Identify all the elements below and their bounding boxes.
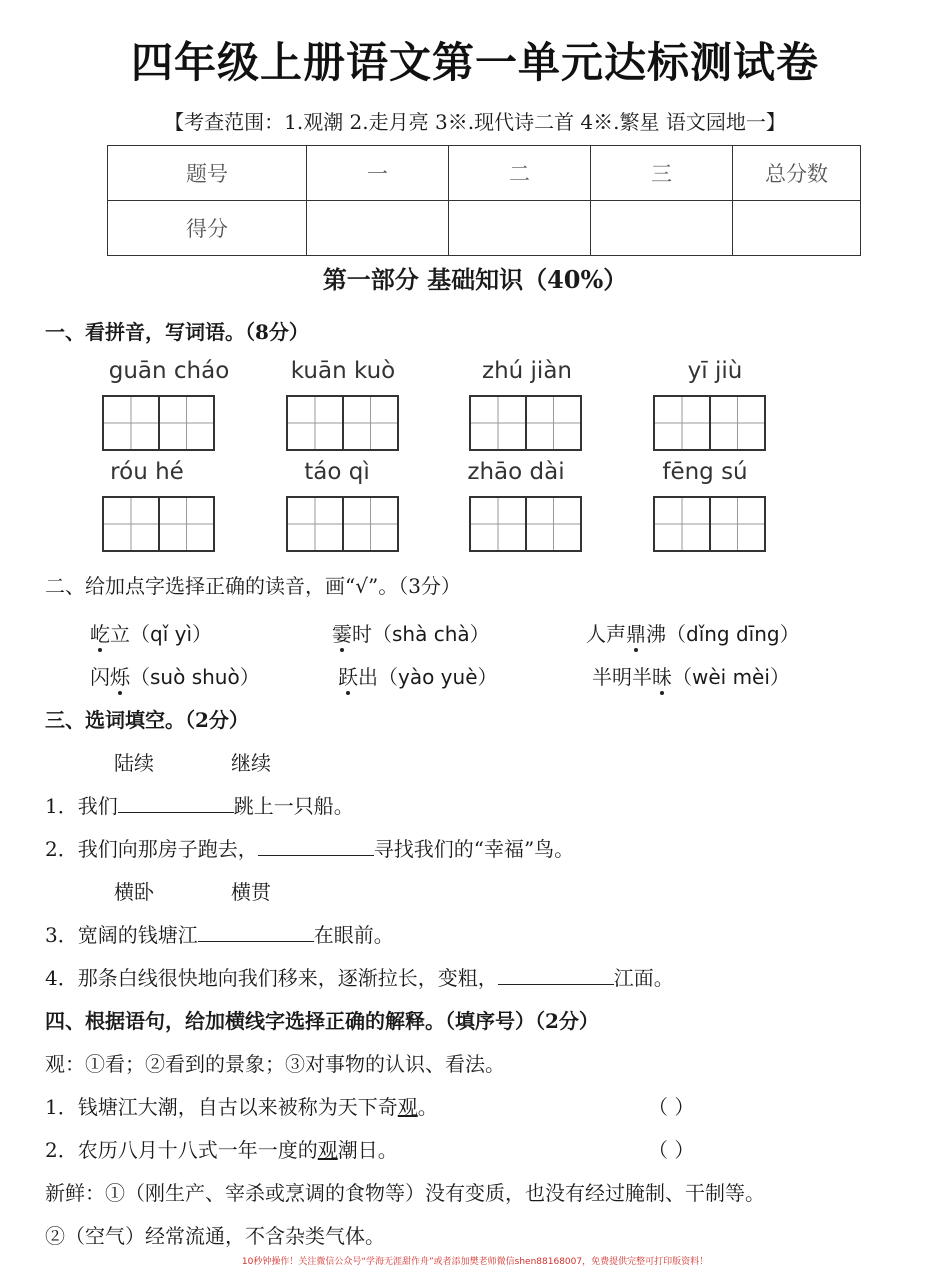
reading-word-pre: 人声 bbox=[586, 622, 626, 646]
reading-item[interactable] bbox=[90, 661, 260, 690]
pinyin-label: zhú jiàn bbox=[482, 358, 572, 384]
underlined-char: 观 bbox=[317, 1138, 338, 1162]
answer-blank[interactable] bbox=[118, 792, 234, 813]
sentence-text: 跳上一只船。 bbox=[233, 794, 354, 818]
reading-options: （shà chà） bbox=[372, 622, 490, 646]
score-cell[interactable] bbox=[733, 201, 861, 256]
pinyin-label: yī jiù bbox=[687, 358, 743, 384]
reading-word-post: 沸 bbox=[646, 622, 666, 646]
answer-blank[interactable] bbox=[498, 964, 614, 985]
word-choice: 继续 bbox=[231, 751, 271, 775]
question-2-heading: 二、给加点字选择正确的读音，画“√”。（3分） bbox=[45, 574, 461, 598]
reading-word-pre: 闪 bbox=[90, 665, 110, 689]
sentence-text: 2．农历八月十八式一年一度的 bbox=[45, 1138, 318, 1162]
sentence-text: 江面。 bbox=[613, 966, 674, 990]
pinyin-label: róu hé bbox=[110, 459, 184, 485]
reading-item[interactable] bbox=[586, 618, 800, 647]
reading-word-post: 出 bbox=[358, 665, 378, 689]
dotted-char: 屹 bbox=[90, 622, 110, 646]
answer-blank[interactable] bbox=[198, 921, 314, 942]
score-row-label: 得分 bbox=[108, 201, 307, 256]
reading-item[interactable] bbox=[338, 661, 498, 690]
dotted-char: 昧 bbox=[652, 665, 672, 689]
writing-grid[interactable] bbox=[286, 496, 399, 552]
part-one-title: 第一部分 基础知识（40%） bbox=[322, 265, 628, 294]
pinyin-label: zhāo dài bbox=[467, 459, 565, 485]
score-table-score-row bbox=[108, 201, 861, 256]
sentence-text: 1．钱塘江大潮，自古以来被称为天下奇 bbox=[45, 1095, 398, 1119]
score-cell[interactable] bbox=[591, 201, 733, 256]
reading-word-pre: 半明半 bbox=[592, 665, 652, 689]
question-1-heading: 一、看拼音，写词语。（8分） bbox=[45, 320, 309, 344]
score-header-cell: 一 bbox=[307, 146, 449, 201]
sentence-text: 2．我们向那房子跑去， bbox=[45, 837, 258, 861]
pinyin-label: guān cháo bbox=[108, 358, 230, 384]
question-4-heading: 四、根据语句，给加横线字选择正确的解释。（填序号）（2分） bbox=[45, 1009, 599, 1033]
reading-options: （yào yuè） bbox=[378, 665, 498, 689]
score-table-header-row bbox=[108, 146, 861, 201]
exam-scope: 【考查范围：1.观潮 2.走月亮 3※.现代诗二首 4※.繁星 语文园地一】 bbox=[164, 110, 786, 134]
score-table bbox=[107, 145, 861, 256]
fill-sentence-2 bbox=[45, 833, 574, 862]
writing-grid[interactable] bbox=[653, 496, 766, 552]
word-choice: 横卧 bbox=[114, 880, 154, 904]
reading-item[interactable] bbox=[90, 618, 212, 647]
fill-sentence-1 bbox=[45, 790, 354, 819]
writing-grid[interactable] bbox=[469, 395, 582, 451]
score-header-cell: 题号 bbox=[108, 146, 307, 201]
reading-options: （qǐ yì） bbox=[130, 622, 213, 646]
word-choice: 陆续 bbox=[114, 751, 154, 775]
dotted-char: 鼎 bbox=[626, 622, 646, 646]
writing-grid[interactable] bbox=[102, 395, 215, 451]
reading-word-post: 时 bbox=[352, 622, 372, 646]
reading-word-post: 立 bbox=[110, 622, 130, 646]
word-choice: 横贯 bbox=[231, 880, 271, 904]
reading-options: （wèi mèi） bbox=[672, 665, 790, 689]
pinyin-label: fēng sú bbox=[662, 459, 748, 485]
xinxian-definition-2: ②（空气）经常流通，不含杂类气体。 bbox=[45, 1224, 385, 1248]
pinyin-label: táo qì bbox=[304, 459, 370, 485]
reading-options: （suò shuò） bbox=[130, 665, 260, 689]
answer-blank[interactable] bbox=[258, 835, 374, 856]
score-cell[interactable] bbox=[449, 201, 591, 256]
dotted-char: 烁 bbox=[110, 665, 130, 689]
answer-parentheses[interactable]: （ ） bbox=[648, 1095, 695, 1119]
sentence-text: 4．那条白线很快地向我们移来，逐渐拉长，变粗， bbox=[45, 966, 498, 990]
answer-parentheses[interactable]: （ ） bbox=[648, 1138, 695, 1162]
writing-grid[interactable] bbox=[286, 395, 399, 451]
score-header-cell: 二 bbox=[449, 146, 591, 201]
pinyin-label: kuān kuò bbox=[290, 358, 396, 384]
footer-promo-text: 10秒钟操作！关注微信公众号“学海无涯甜作舟”或者添加樊老师微信shen88168007，免费提供完整可打印版资料！ bbox=[241, 1257, 709, 1267]
explain-sentence-2 bbox=[45, 1134, 398, 1163]
fill-sentence-3 bbox=[45, 919, 394, 948]
sentence-text: 1．我们 bbox=[45, 794, 118, 818]
explain-sentence-1 bbox=[45, 1091, 438, 1120]
writing-grid[interactable] bbox=[653, 395, 766, 451]
writing-grid[interactable] bbox=[102, 496, 215, 552]
writing-grid[interactable] bbox=[469, 496, 582, 552]
sentence-text: 潮日。 bbox=[337, 1138, 398, 1162]
sentence-text: 寻找我们的“幸福”鸟。 bbox=[373, 837, 575, 861]
fill-sentence-4 bbox=[45, 962, 674, 991]
xinxian-definition-1: 新鲜：①（刚生产、宰杀或烹调的食物等）没有变质，也没有经过腌制、干制等。 bbox=[45, 1181, 765, 1205]
score-header-cell: 总分数 bbox=[733, 146, 861, 201]
underlined-char: 观 bbox=[397, 1095, 418, 1119]
reading-item[interactable] bbox=[592, 661, 790, 690]
sentence-text: 。 bbox=[417, 1095, 438, 1119]
dotted-char: 跃 bbox=[338, 665, 358, 689]
reading-item[interactable] bbox=[332, 618, 490, 647]
sentence-text: 3．宽阔的钱塘江 bbox=[45, 923, 198, 947]
question-3-heading: 三、选词填空。（2分） bbox=[45, 708, 249, 732]
guan-definition: 观：①看；②看到的景象；③对事物的认识、看法。 bbox=[45, 1052, 505, 1076]
page-title: 四年级上册语文第一单元达标测试卷 bbox=[130, 38, 819, 87]
score-cell[interactable] bbox=[307, 201, 449, 256]
reading-options: （dǐng dīng） bbox=[666, 622, 800, 646]
sentence-text: 在眼前。 bbox=[313, 923, 394, 947]
score-header-cell: 三 bbox=[591, 146, 733, 201]
dotted-char: 霎 bbox=[332, 622, 352, 646]
